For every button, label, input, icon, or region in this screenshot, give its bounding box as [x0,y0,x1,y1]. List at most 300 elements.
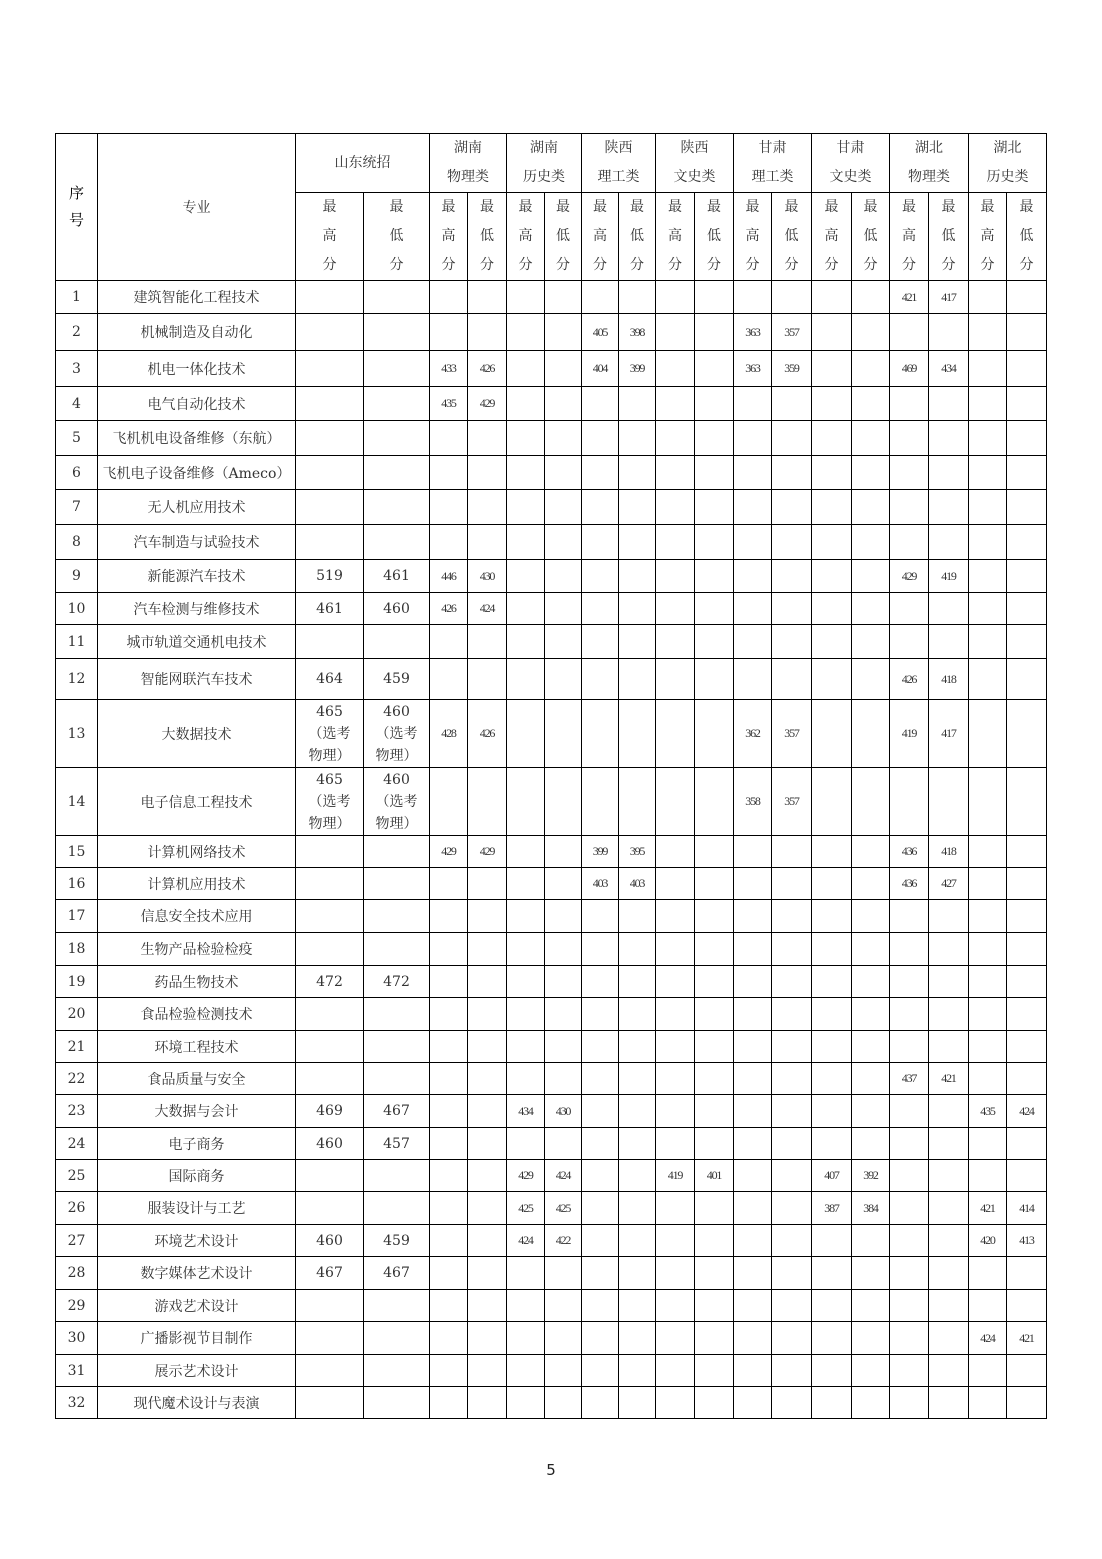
max-score-cell [656,1128,695,1160]
table-row [56,1031,1047,1063]
row-seq: 4 [56,387,98,421]
max-score-cell [890,1160,929,1192]
max-score-cell [296,1160,364,1192]
max-score-cell [812,836,852,868]
max-score-cell [296,525,364,560]
min-score-cell: 422 [545,1225,582,1257]
min-score-cell [619,1128,656,1160]
max-score-cell [582,1290,619,1322]
min-score-cell [364,998,430,1031]
max-score-cell [656,1257,695,1290]
max-score-cell [430,1322,468,1355]
min-score-cell [364,456,430,490]
min-score-cell [468,1192,507,1225]
max-score-cell [734,593,772,625]
max-score-cell [430,1160,468,1192]
max-score-cell [734,1095,772,1128]
min-score-cell [364,490,430,525]
min-score-cell: 460 [364,593,430,625]
row-seq: 10 [56,593,98,625]
max-score-cell: 424 [507,1225,545,1257]
max-score-cell [507,456,545,490]
min-score-cell [1007,836,1047,868]
max-score-cell [507,836,545,868]
min-score-cell [545,1257,582,1290]
header-min-score [852,193,890,281]
min-score-cell [772,1063,812,1095]
min-score-cell [468,456,507,490]
max-score-cell [734,1160,772,1192]
min-score-cell [468,768,507,836]
max-score-cell [656,314,695,351]
min-score-cell: 417 [929,700,969,768]
max-score-cell [734,659,772,700]
max-score-cell [734,456,772,490]
row-seq: 1 [56,281,98,314]
score-note: （选考 [308,725,351,742]
max-score-cell [812,768,852,836]
max-score-cell [582,1225,619,1257]
max-score-cell [430,490,468,525]
min-score-cell [695,1387,734,1419]
min-score-cell [852,351,890,387]
header-label-char: 分 [941,257,956,273]
max-score-cell: 467 [296,1257,364,1290]
max-score-cell [890,1031,929,1063]
min-score-cell [772,1128,812,1160]
max-score-cell [430,1192,468,1225]
max-score-cell: 407 [812,1160,852,1192]
min-score-cell [1007,456,1047,490]
max-score-cell [507,351,545,387]
max-score-cell [296,933,364,966]
min-score-cell [852,768,890,836]
min-score-cell [545,1322,582,1355]
min-score-cell [695,768,734,836]
min-score-cell [364,314,430,351]
max-score-cell [812,966,852,998]
max-score-cell [296,868,364,900]
header-label-char: 低 [1019,228,1034,244]
max-score-cell [430,1095,468,1128]
max-score-cell [430,933,468,966]
max-score-cell [890,900,929,933]
max-score-cell: 429 [507,1160,545,1192]
min-score-cell [695,659,734,700]
max-score-cell [582,966,619,998]
max-score-cell [507,593,545,625]
max-score-cell [734,836,772,868]
table-row [56,625,1047,659]
max-score-cell: 446 [430,560,468,593]
min-score-cell [695,998,734,1031]
min-score-cell [364,768,430,836]
max-score-cell [656,933,695,966]
max-score-cell [969,966,1007,998]
max-score-cell [969,387,1007,421]
min-score-cell [772,998,812,1031]
table-row [56,1355,1047,1387]
max-score-cell [507,998,545,1031]
max-score-cell [812,900,852,933]
min-score-cell [852,1225,890,1257]
max-score-cell: 419 [656,1160,695,1192]
header-group-category: 物理类 [908,169,950,185]
max-score-cell: 434 [507,1095,545,1128]
min-score-cell [1007,1031,1047,1063]
row-seq: 23 [56,1095,98,1128]
row-major: 机械制造及自动化 [98,314,296,351]
min-score-cell [695,1192,734,1225]
max-score-cell [969,525,1007,560]
max-score-cell [582,490,619,525]
max-score-cell [430,1225,468,1257]
min-score-cell [695,1257,734,1290]
max-score-cell [812,593,852,625]
min-score-cell: 426 [468,351,507,387]
header-group-region: 陕西 [680,140,709,156]
header-group-0 [296,134,430,193]
max-score-cell: 425 [507,1192,545,1225]
max-score-cell [812,700,852,768]
max-score-cell [296,836,364,868]
min-score-cell [545,525,582,560]
min-score-cell [852,387,890,421]
header-row-groups [56,134,1047,193]
header-major: 专业 [98,134,296,281]
max-score-cell [296,1322,364,1355]
max-score-cell [734,1192,772,1225]
min-score-cell [929,1290,969,1322]
min-score-cell [545,351,582,387]
header-label-char: 分 [556,257,570,273]
min-score-cell: 421 [1007,1322,1047,1355]
max-score-cell [812,560,852,593]
max-score-cell: 363 [734,314,772,351]
min-score-cell [695,1225,734,1257]
header-max-score [969,193,1007,281]
min-score-cell: 359 [772,351,812,387]
min-score-cell: 424 [1007,1095,1047,1128]
max-score-cell [582,900,619,933]
min-score-cell [929,1257,969,1290]
max-score-cell [296,456,364,490]
max-score-cell [656,1095,695,1128]
header-label-char: 低 [941,228,956,244]
min-score-cell: 459 [364,1225,430,1257]
max-score-cell [430,900,468,933]
min-score-cell: 403 [619,868,656,900]
header-group-category: 文史类 [829,169,872,185]
max-score-cell: 426 [430,593,468,625]
max-score-cell [890,768,929,836]
min-score-cell: 357 [772,314,812,351]
max-score-cell [734,1387,772,1419]
max-score-cell [656,659,695,700]
max-score-cell [812,1128,852,1160]
max-score-cell [296,1290,364,1322]
header-group-region: 甘肃 [758,140,787,156]
header-group-region: 山东统招 [334,154,391,171]
row-major: 大数据与会计 [98,1095,296,1128]
min-score-cell [468,1387,507,1419]
max-score-cell [507,1257,545,1290]
header-group-2 [507,134,582,193]
min-score-cell [852,456,890,490]
min-score-cell [852,700,890,768]
row-major: 药品生物技术 [98,966,296,998]
max-score-cell [812,421,852,456]
header-label-char: 分 [441,257,456,273]
min-score-cell [695,1031,734,1063]
table-row [56,490,1047,525]
row-major: 国际商务 [98,1160,296,1192]
header-label-char: 高 [593,228,607,244]
score-note: （选考 [375,793,418,810]
min-score-cell [1007,700,1047,768]
table-row [56,387,1047,421]
max-score-cell [969,281,1007,314]
max-score-cell [734,868,772,900]
table-row [56,1063,1047,1095]
max-score-cell [507,1322,545,1355]
row-major: 展示艺术设计 [98,1355,296,1387]
max-score-cell [969,1063,1007,1095]
table-row [56,768,1047,836]
max-score-cell [507,525,545,560]
min-score-cell [772,1257,812,1290]
row-major: 建筑智能化工程技术 [98,281,296,314]
min-score-cell [695,351,734,387]
max-score-cell [656,768,695,836]
header-max-score [507,193,545,281]
score-value: 465 [316,703,343,720]
min-score-cell [852,659,890,700]
max-score-cell [656,1063,695,1095]
max-score-cell [582,768,619,836]
min-score-cell [852,1031,890,1063]
max-score-cell [507,768,545,836]
min-score-cell [852,525,890,560]
min-score-cell: 384 [852,1192,890,1225]
min-score-cell [364,1355,430,1387]
min-score-cell [852,836,890,868]
min-score-cell: 399 [619,351,656,387]
min-score-cell [929,456,969,490]
max-score-cell [969,1355,1007,1387]
header-label-char: 最 [668,199,682,215]
max-score-cell: 433 [430,351,468,387]
score-value: 460 [383,703,410,720]
max-score-cell [734,560,772,593]
max-score-cell [430,421,468,456]
min-score-cell [772,933,812,966]
min-score-cell [545,1387,582,1419]
max-score-cell [969,1031,1007,1063]
min-score-cell [619,1031,656,1063]
row-seq: 14 [56,768,98,836]
row-major: 大数据技术 [98,700,296,768]
min-score-cell [929,1322,969,1355]
header-label-char: 低 [389,228,404,244]
min-score-cell [695,1322,734,1355]
row-seq: 29 [56,1290,98,1322]
max-score-cell: 404 [582,351,619,387]
max-score-cell [734,900,772,933]
table-row [56,351,1047,387]
max-score-cell [507,1128,545,1160]
max-score-cell [430,768,468,836]
max-score-cell [812,868,852,900]
max-score-cell [582,1160,619,1192]
max-score-cell [507,1031,545,1063]
max-score-cell: 461 [296,593,364,625]
max-score-cell [296,1192,364,1225]
max-score-cell [812,1355,852,1387]
min-score-cell: 461 [364,560,430,593]
min-score-cell: 467 [364,1095,430,1128]
min-score-cell [364,836,430,868]
max-score-cell [507,1355,545,1387]
max-score-cell [734,1322,772,1355]
min-score-cell [852,1063,890,1095]
max-score-cell: 469 [296,1095,364,1128]
header-label-char: 分 [668,257,682,273]
min-score-cell [468,281,507,314]
table-row [56,836,1047,868]
max-score-cell: 435 [430,387,468,421]
max-score-cell [656,700,695,768]
min-score-cell [929,1355,969,1387]
max-score-cell [656,1387,695,1419]
min-score-cell [619,768,656,836]
min-score-cell [695,966,734,998]
score-note: 物理） [375,747,418,764]
min-score-cell [545,421,582,456]
min-score-cell [619,966,656,998]
min-score-cell [772,836,812,868]
min-score-cell [545,1355,582,1387]
min-score-cell [619,700,656,768]
max-score-cell [507,560,545,593]
max-score-cell [296,768,364,836]
max-score-cell: 469 [890,351,929,387]
min-score-cell [545,868,582,900]
max-score-cell [734,387,772,421]
max-score-cell [812,625,852,659]
header-group-1 [430,134,507,193]
header-group-region: 湖南 [530,140,558,156]
row-seq: 18 [56,933,98,966]
min-score-cell [1007,314,1047,351]
min-score-cell [468,1031,507,1063]
min-score-cell [468,966,507,998]
min-score-cell [364,1387,430,1419]
max-score-cell [890,421,929,456]
min-score-cell [852,1095,890,1128]
header-label-char: 分 [593,257,607,273]
header-seq [56,134,98,281]
min-score-cell [364,933,430,966]
header-label-char: 最 [863,199,878,215]
header-group-region: 甘肃 [836,140,865,156]
min-score-cell [695,1355,734,1387]
max-score-cell [812,1031,852,1063]
header-label-char: 最 [980,199,995,215]
header-label-char: 低 [784,228,799,244]
max-score-cell [296,625,364,659]
header-max-score [890,193,929,281]
min-score-cell [929,1031,969,1063]
header-label-char: 分 [630,257,644,273]
max-score-cell [296,490,364,525]
min-score-cell [545,593,582,625]
min-score-cell [772,625,812,659]
max-score-cell [969,836,1007,868]
min-score-cell [619,998,656,1031]
min-score-cell [929,966,969,998]
max-score-cell [890,1387,929,1419]
table-row [56,1095,1047,1128]
max-score-cell: 472 [296,966,364,998]
min-score-cell [468,421,507,456]
row-seq: 22 [56,1063,98,1095]
table-row [56,1225,1047,1257]
max-score-cell [296,1355,364,1387]
max-score-cell [582,998,619,1031]
max-score-cell [430,1290,468,1322]
max-score-cell: 436 [890,836,929,868]
min-score-cell: 401 [695,1160,734,1192]
min-score-cell [468,900,507,933]
min-score-cell [772,281,812,314]
header-group-4 [656,134,734,193]
min-score-cell [929,525,969,560]
min-score-cell [772,1322,812,1355]
min-score-cell [772,868,812,900]
min-score-cell [468,1160,507,1192]
max-score-cell [582,1063,619,1095]
max-score-cell [890,1225,929,1257]
row-major: 飞机机电设备维修（东航） [98,421,296,456]
max-score-cell [890,1128,929,1160]
min-score-cell [929,1128,969,1160]
row-major: 汽车制造与试验技术 [98,525,296,560]
min-score-cell: 418 [929,836,969,868]
max-score-cell: 419 [890,700,929,768]
score-note: 物理） [375,815,418,832]
min-score-cell [772,1387,812,1419]
max-score-cell [969,933,1007,966]
min-score-cell [619,900,656,933]
min-score-cell [772,1160,812,1192]
min-score-cell [695,933,734,966]
row-seq: 27 [56,1225,98,1257]
max-score-cell [656,1031,695,1063]
min-score-cell [852,625,890,659]
header-label-char: 高 [668,228,682,244]
min-score-cell [619,659,656,700]
max-score-cell [969,1387,1007,1419]
row-major: 游戏艺术设计 [98,1290,296,1322]
min-score-cell [852,900,890,933]
min-score-cell [772,1031,812,1063]
header-label-char: 最 [1019,199,1034,215]
min-score-cell: 418 [929,659,969,700]
min-score-cell [364,1192,430,1225]
max-score-cell [296,1387,364,1419]
header-group-6 [812,134,890,193]
